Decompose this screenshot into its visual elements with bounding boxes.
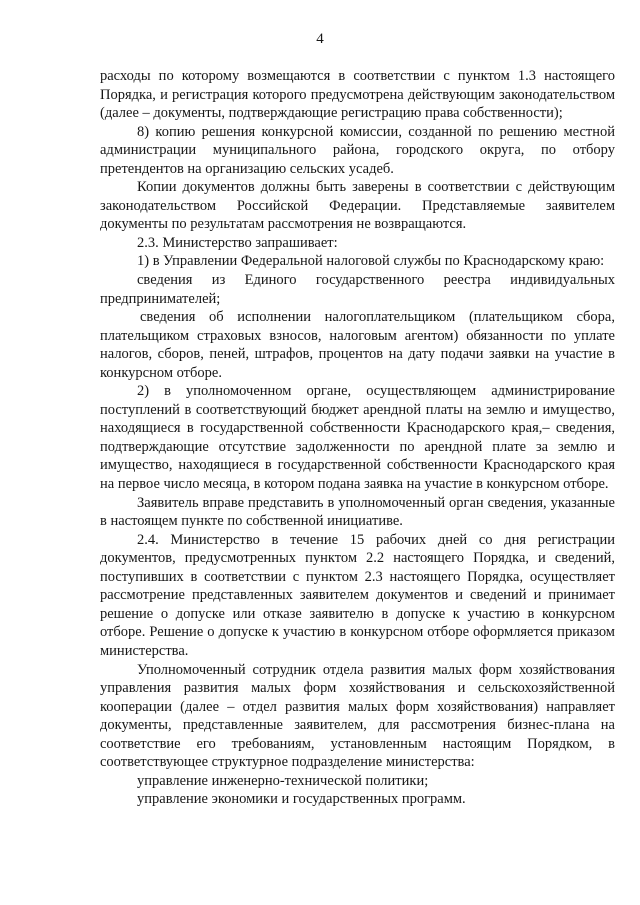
paragraph-applicant-right: Заявитель вправе представить в уполномоченный орган сведения, указанные в настоящем пункте по собственной инициативе.: [100, 494, 615, 530]
paragraph-tax-obligations: сведения об исполнении налогоплательщиком (плательщиком сбора, плательщиком страховых взносов, налоговым агентом) обязанности по уплате налогов, сборов, пеней, штрафов, процентов на дату подачи заявки на участие в конкурсном отборе.: [100, 309, 615, 381]
paragraph-item-8: 8) копию решения конкурсной комиссии, созданной по решению местной администрации муниципального района, городского округа, по отбору претендентов на организацию сельских усадеб.: [100, 123, 615, 177]
paragraph-documents-registration: расходы по которому возмещаются в соответствии с пунктом 1.3 настоящего Порядка, и регистрация которого предусмотрена действующим законодательством (далее – документы, подтверждающие регистрацию права собственности);: [100, 68, 615, 122]
paragraph-clause-2-4: 2.4. Министерство в течение 15 рабочих дней со дня регистрации документов, предусмотренных пунктом 2.2 настоящего Порядка, и сведений, поступивших в соответствии с пунктом 2.3 настоящего Порядка, осуществляет рассмотрение представленных заявителем документов и сведений и принимает решение о допуске или отказе заявителю в допуске к участию в конкурсном отборе. Решение о допуске к участию в конкурсном отборе оформляется приказом министерства.: [100, 531, 615, 659]
list-item-economics-programs: управление экономики и государственных программ.: [137, 791, 466, 808]
list-item-engineering-policy: управление инженерно-технической политики;: [137, 772, 429, 789]
paragraph-authorized-body: 2) в уполномоченном органе, осуществляющем администрирование поступлений в соответствующий бюджет арендной платы на землю и имущество, находящиеся в государственной собственности Краснодарского края,– сведения, подтверждающие отсутствие задолженности по арендной плате за землю и имущество, находящиеся в государственной собственности Краснодарского края на первое число месяца, в котором подана заявка на участие в конкурсном отборе.: [100, 383, 615, 493]
paragraph-clause-2-3: 2.3. Министерство запрашивает:: [137, 234, 338, 251]
page-number: 4: [316, 31, 324, 47]
document-body: [100, 67, 615, 809]
paragraph-tax-service: 1) в Управлении Федеральной налоговой службы по Краснодарскому краю:: [137, 253, 605, 270]
paragraph-authorized-employee: Уполномоченный сотрудник отдела развития малых форм хозяйствования управления развития малых форм хозяйствования и сельскохозяйственной кооперации (далее – отдел развития малых форм хозяйствования) направляет документы, представленные заявителем, для рассмотрения бизнес-плана на соответствие его требованиям, установленным настоящим Порядком, в соответствующее структурное подразделение министерства:: [100, 661, 615, 771]
paragraph-copies-certified: Копии документов должны быть заверены в соответствии с действующим законодательством Российской Федерации. Представляемые заявителем документы по результатам рассмотрения не возвращаются.: [100, 179, 615, 233]
paragraph-egrip: сведения из Единого государственного реестра индивидуальных предпринимателей;: [100, 272, 615, 307]
